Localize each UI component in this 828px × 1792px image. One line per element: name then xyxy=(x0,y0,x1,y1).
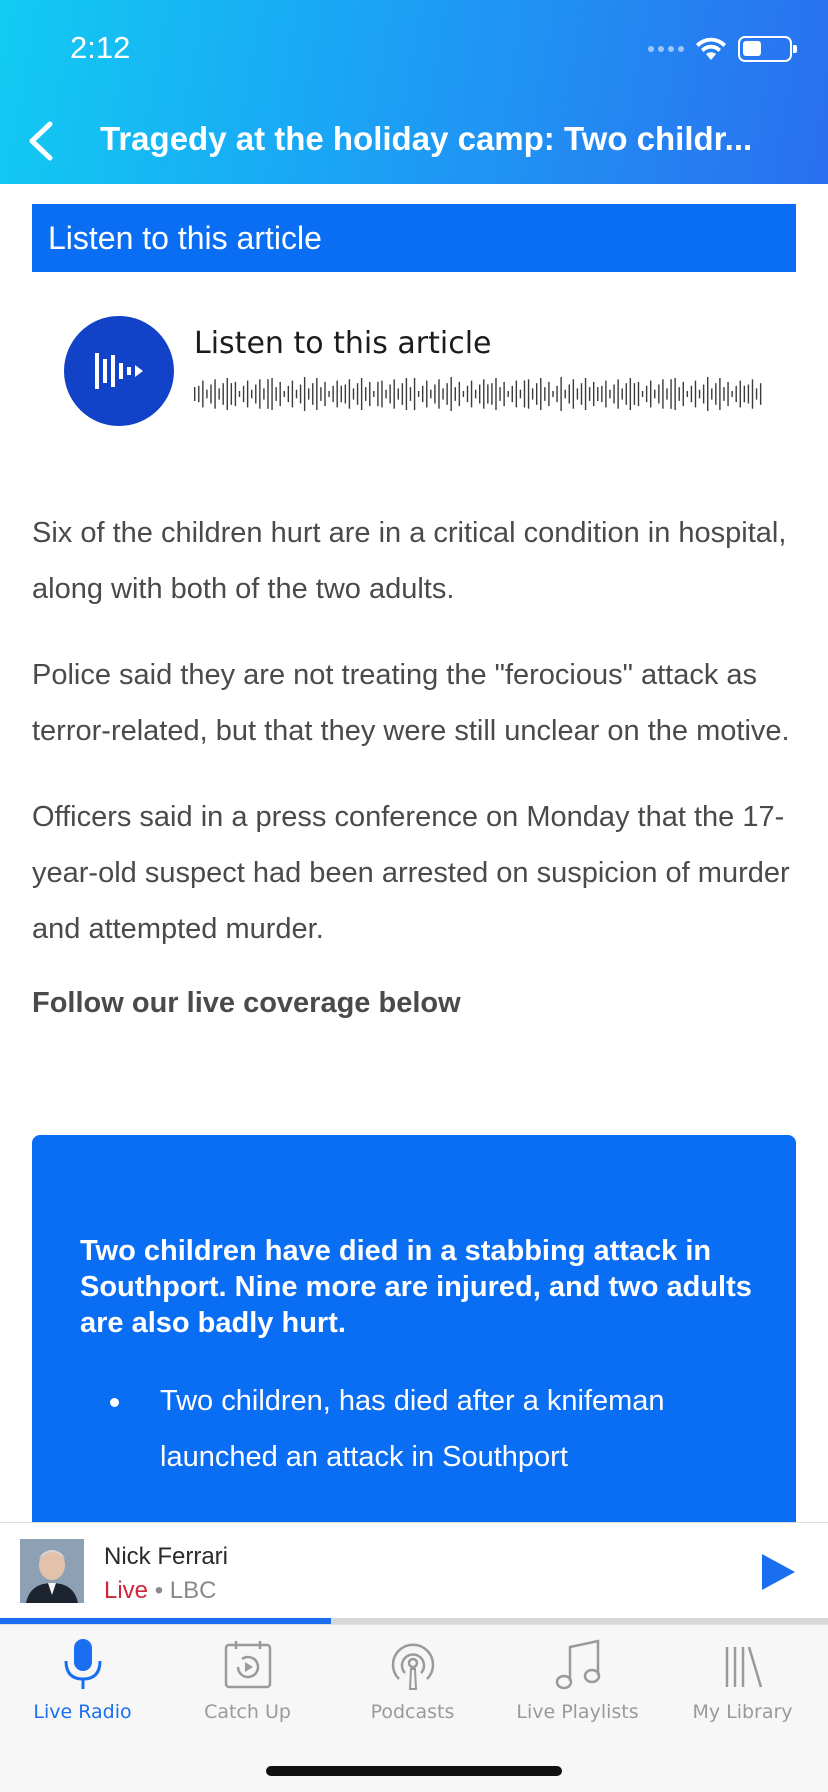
catch-up-icon xyxy=(220,1637,276,1693)
podcast-icon xyxy=(385,1637,441,1693)
article-subheading: Follow our live coverage below xyxy=(32,987,461,1019)
now-playing-bar[interactable] xyxy=(0,1522,828,1620)
status-indicators xyxy=(648,36,792,62)
audio-waveform-scrubber[interactable] xyxy=(194,376,764,412)
tab-podcasts[interactable]: Podcasts xyxy=(330,1637,495,1747)
live-coverage-list xyxy=(80,1373,720,1485)
listen-section-header: Listen to this article xyxy=(32,204,796,272)
signal-icon xyxy=(648,46,684,52)
now-playing-subtitle xyxy=(104,1577,216,1605)
microphone-icon xyxy=(61,1637,105,1693)
article-paragraph: Police said they are not treating the "ferocious" attack as terror-related, but that they were still unclear on the motive. xyxy=(32,659,790,747)
separator-dot: • xyxy=(154,1577,164,1604)
tab-catch-up[interactable]: Catch Up xyxy=(165,1637,330,1747)
live-label: Live xyxy=(104,1577,149,1604)
tab-live-playlists[interactable]: Live Playlists xyxy=(495,1637,660,1747)
live-coverage-headline: Two children have died in a stabbing attack in Southport. Nine more are injured, and two adults are also badly hurt. xyxy=(80,1235,752,1339)
article-paragraph: Officers said in a press conference on Monday that the 17-year-old suspect had been arrested on suspicion of murder and attempted murder. xyxy=(32,801,790,945)
audio-player-title: Listen to this article xyxy=(194,326,492,361)
tab-live-radio[interactable]: Live Radio xyxy=(0,1637,165,1747)
audio-play-button[interactable] xyxy=(64,316,174,426)
audio-wave-play-icon xyxy=(91,349,147,393)
app-header xyxy=(0,0,828,184)
page-title: Tragedy at the holiday camp: Two childr... xyxy=(100,120,753,157)
article-body xyxy=(32,505,796,1020)
wifi-icon xyxy=(694,36,728,62)
live-coverage-box xyxy=(32,1135,796,1535)
music-note-icon xyxy=(550,1637,606,1693)
article-paragraph: Six of the children hurt are in a critical condition in hospital, along with both of the two adults. xyxy=(32,517,787,605)
back-chevron-icon[interactable] xyxy=(22,118,62,164)
status-time: 2:12 xyxy=(70,30,131,65)
list-item: Two children, has died after a knifeman launched an attack in Southport xyxy=(80,1373,720,1485)
presenter-avatar xyxy=(20,1539,84,1603)
presenter-name: Nick Ferrari xyxy=(104,1543,228,1570)
home-indicator xyxy=(266,1766,562,1776)
station-name: LBC xyxy=(169,1577,217,1604)
battery-icon xyxy=(738,36,792,62)
library-icon xyxy=(715,1637,771,1693)
audio-player xyxy=(64,316,764,426)
play-icon[interactable] xyxy=(758,1551,798,1593)
tab-my-library[interactable]: My Library xyxy=(660,1637,825,1747)
